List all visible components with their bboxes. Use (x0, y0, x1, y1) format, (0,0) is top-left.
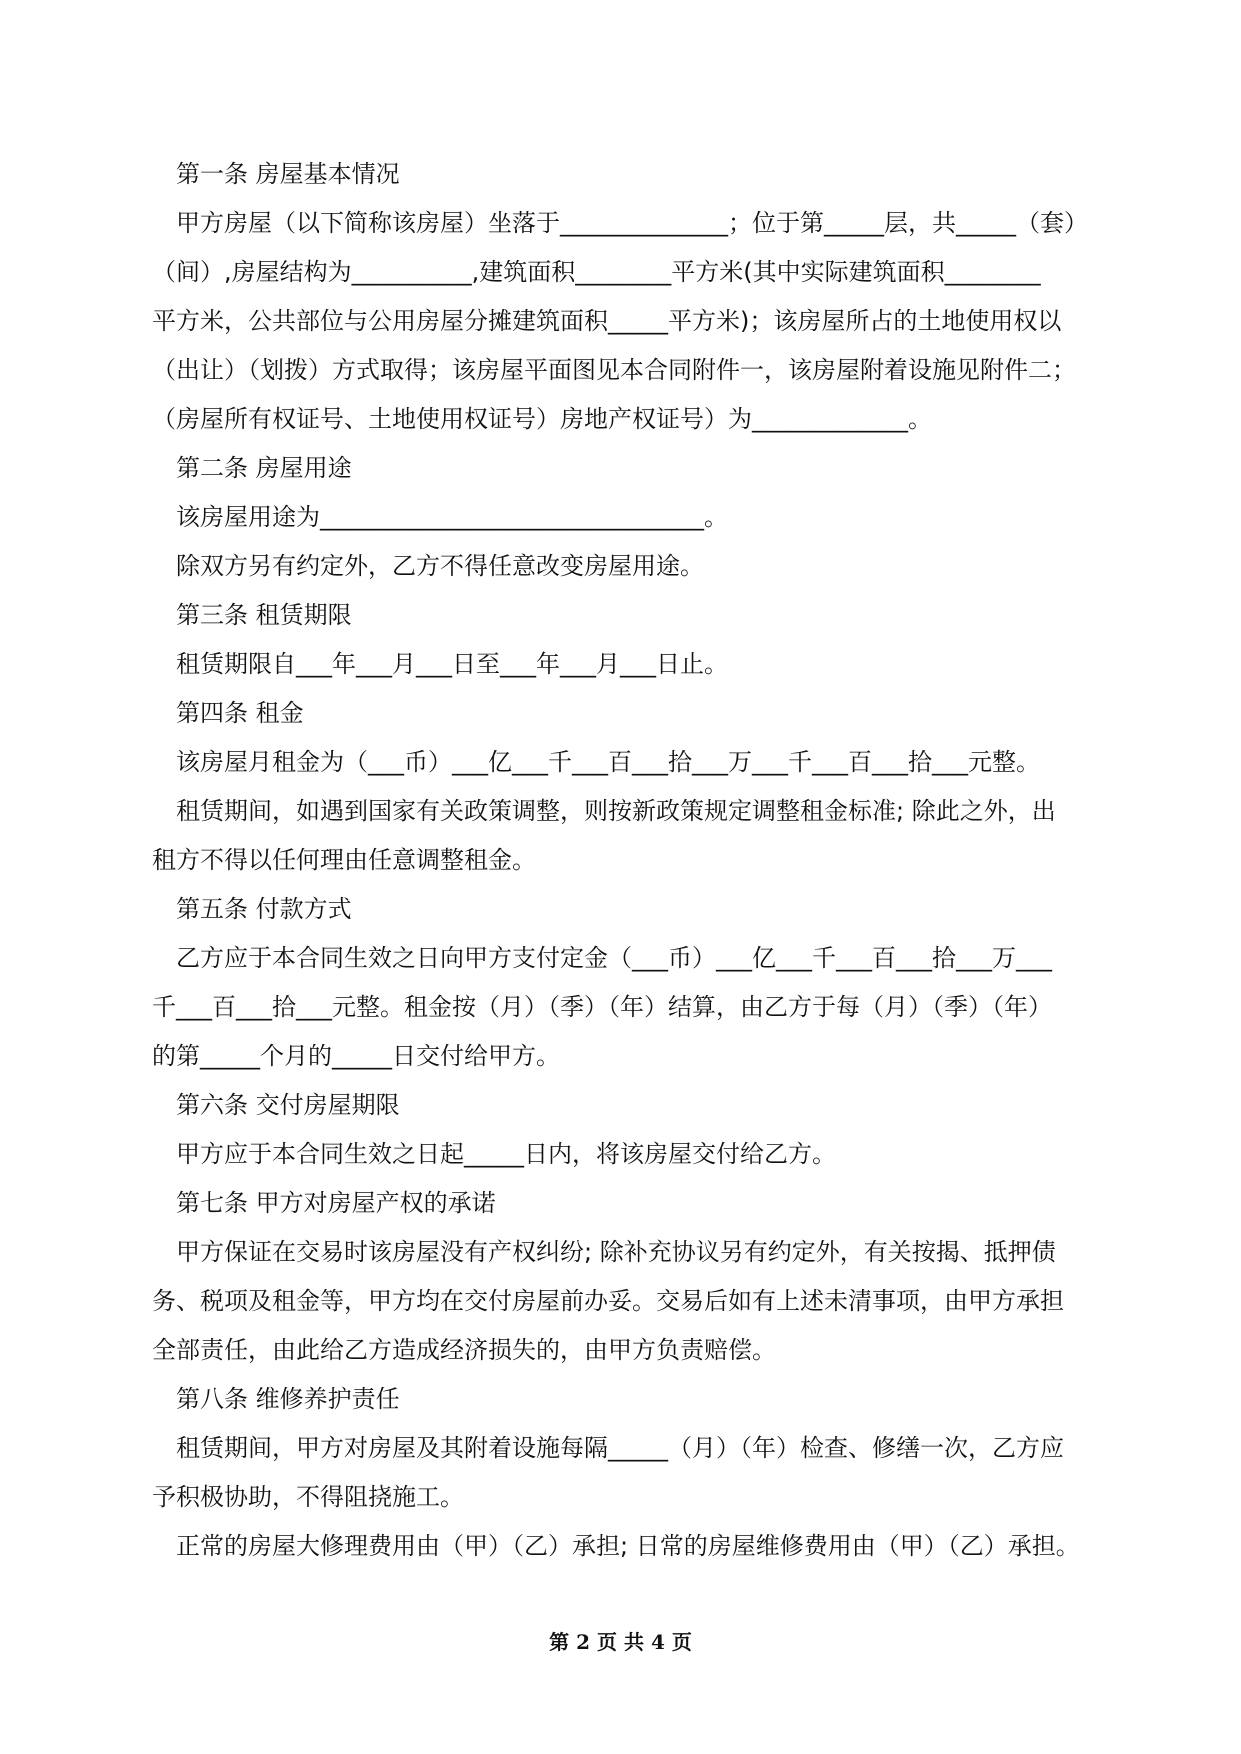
paragraph-line: 乙方应于本合同生效之日向甲方支付定金（___币）___亿___千___百___拾___万___ (176, 944, 1052, 972)
page-footer: 第 2 页 共 4 页 (549, 1630, 692, 1654)
article-heading: 第七条 甲方对房屋产权的承诺 (176, 1189, 496, 1217)
article-heading: 第二条 房屋用途 (176, 454, 352, 482)
article-heading: 第三条 租赁期限 (176, 601, 352, 629)
paragraph-line: 甲方应于本合同生效之日起_____日内，将该房屋交付给乙方。 (176, 1140, 836, 1168)
paragraph-line: 租赁期限自___年___月___日至___年___月___日止。 (176, 650, 728, 678)
paragraph-line: 该房屋用途为________________________________。 (176, 503, 728, 531)
paragraph-line: 除双方另有约定外，乙方不得任意改变房屋用途。 (176, 552, 704, 580)
article-heading: 第六条 交付房屋期限 (176, 1091, 400, 1119)
paragraph-line: 予积极协助，不得阻挠施工。 (152, 1483, 464, 1511)
paragraph-line: （间）,房屋结构为__________,建筑面积________平方米(其中实际建筑面积________ (152, 258, 1041, 286)
paragraph-line: （房屋所有权证号、土地使用权证号）房地产权证号）为_____________。 (152, 405, 932, 433)
paragraph-line: 租赁期间，甲方对房屋及其附着设施每隔_____（月）（年）检查、修缮一次，乙方应 (176, 1434, 1064, 1462)
article-heading: 第八条 维修养护责任 (176, 1385, 400, 1413)
paragraph-line: 租赁期间，如遇到国家有关政策调整，则按新政策规定调整租金标准; 除此之外，出 (176, 797, 1056, 825)
paragraph-line: 甲方房屋（以下简称该房屋）坐落于______________；位于第_____层，共_____（套） (176, 209, 1088, 237)
paragraph-line: 该房屋月租金为（___币）___亿___千___百___拾___万___千___百___拾___元整。 (176, 748, 1040, 776)
paragraph-line: 甲方保证在交易时该房屋没有产权纠纷; 除补充协议另有约定外，有关按揭、抵押债 (176, 1238, 1056, 1266)
paragraph-line: 千___百___拾___元整。租金按（月）（季）（年）结算，由乙方于每（月）（季）（年） (152, 993, 1052, 1021)
paragraph-line: 平方米，公共部位与公用房屋分摊建筑面积_____平方米)；该房屋所占的土地使用权以 (152, 307, 1062, 335)
paragraph-line: 全部责任，由此给乙方造成经济损失的，由甲方负责赔偿。 (152, 1336, 776, 1364)
article-heading: 第五条 付款方式 (176, 895, 352, 923)
document-body (152, 150, 1112, 1571)
paragraph-line: （出让）（划拨）方式取得；该房屋平面图见本合同附件一，该房屋附着设施见附件二； (152, 356, 1076, 384)
paragraph-line: 的第_____个月的_____日交付给甲方。 (152, 1042, 560, 1070)
paragraph-line: 正常的房屋大修理费用由（甲）（乙）承担; 日常的房屋维修费用由（甲）（乙）承担。 (176, 1532, 1080, 1560)
paragraph-line: 租方不得以任何理由任意调整租金。 (152, 846, 536, 874)
article-heading: 第一条 房屋基本情况 (176, 160, 400, 188)
paragraph-line: 务、税项及租金等，甲方均在交付房屋前办妥。交易后如有上述未清事项，由甲方承担 (152, 1287, 1064, 1315)
article-heading: 第四条 租金 (176, 699, 304, 727)
